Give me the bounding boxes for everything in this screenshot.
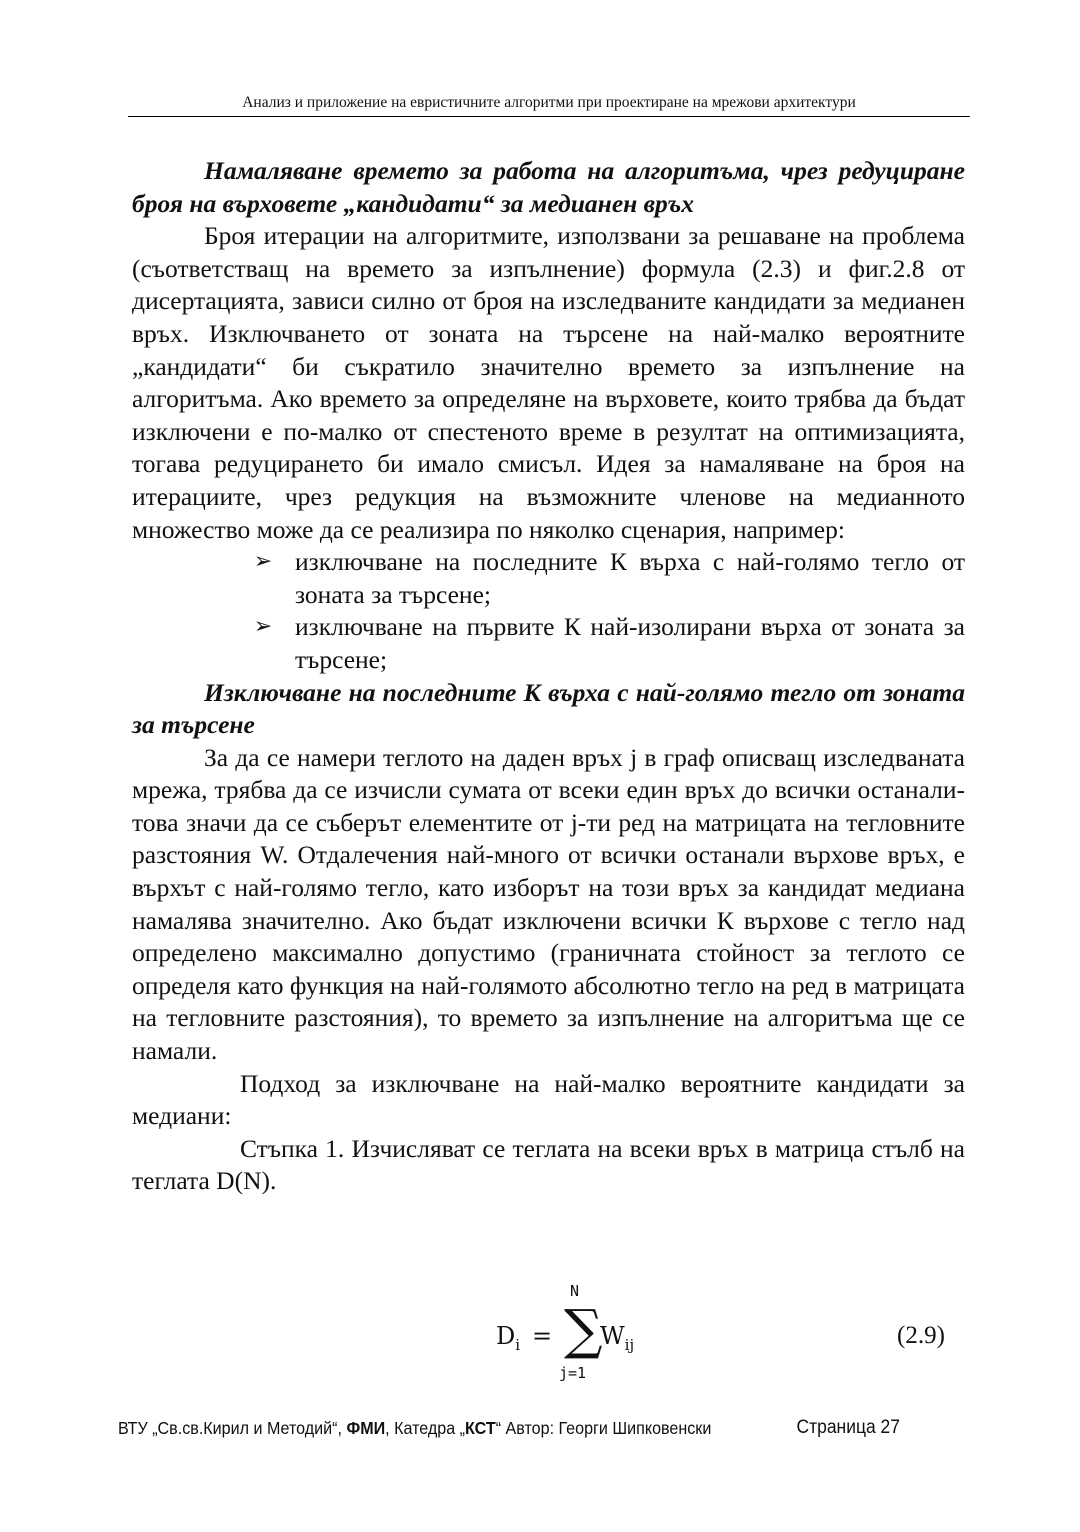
running-header: Анализ и приложение на евристичните алгоритми при проектиране на мрежови архитектури (242, 94, 856, 111)
formula-lhs: $D_i$ (496, 1322, 521, 1354)
formula-lower-limit: j=1 (559, 1364, 587, 1382)
paragraph-4: Стъпка 1. Изчисляват се теглата на всеки връх в матрица стълб на теглата D(N). (132, 1133, 965, 1196)
formula-equals: = (532, 1322, 553, 1350)
formula-2-9 (480, 1284, 960, 1394)
list-item (253, 611, 965, 676)
list-item-text: изключване на последните К върха с най-голямо тегло от зоната за търсене; (295, 547, 965, 609)
paragraph-3: Подход за изключване на най-малко вероятните кандидати за медиани: (132, 1068, 965, 1131)
page-number: Страница 27 (796, 1417, 900, 1438)
page-footer (118, 1416, 900, 1440)
footer-attribution: ВТУ „Св.св.Кирил и Методий“, ФМИ, Катедра „КСТ“ Автор: Георги Шипковенски (118, 1417, 712, 1438)
formula-upper-limit: N (570, 1282, 580, 1300)
list-item (253, 546, 965, 611)
equation-number: (2.9) (897, 1322, 945, 1349)
page-body (132, 155, 965, 1198)
section-heading-2: Изключване на последните К върха с най-голямо тегло от зоната за търсене (132, 677, 965, 740)
formula-rhs: $W_{ij}$ (600, 1322, 635, 1354)
paragraph-1: Броя итерации на алгоритмите, използвани за решаване на проблема (съответстващ на времето за изпълнение) формула (2.3) и фиг.2.8 от дисертацията, зависи силно от броя на изследваните кандидати за медианен връх. Изключването от зоната на търсене на най-малко вероятните „кандидати“ би съкратило значително времето за изпълнение на алгоритъма. Ако времето за определяне на върховете, които трябва да бъдат изключени е по-малко от спестеното време в резултат на оптимизацията, тогава редуцирането би имало смисъл. Идея за намаляване на броя на итерациите, чрез редукция на възможните членове на медианното множество може да се реализира по няколко сценария, например: (132, 221, 965, 544)
arrowhead-bullet-icon: ➢ (253, 549, 273, 575)
paragraph-2: За да се намери теглото на даден връх j в граф описващ изследваната мрежа, трябва да се изчисли сумата от всеки един връх до всички останали-това значи да се съберът елементите от j-ти ред на матрицата на тегловните разстояния W. Отдалечения най-много от всички останали върхове връх, е върхът с най-голямо тегло, като изборът на този връх за кандидат медиана намалява значително. Ако бъдат изключени всички К върхове с тегло над определено максимално допустимо (граничната стойност за теглото се определя като функция на най-голямото абсолютно тегло на ред в матрицата на тегловните разстояния), то времето за изпълнение на алгоритъма ще се намали. (132, 742, 965, 1066)
scenario-list (132, 546, 965, 676)
list-item-text: изключване на първите К най-изолирани върха от зоната за търсене; (295, 612, 965, 674)
header-divider (128, 116, 970, 117)
section-heading-1: Намаляване времето за работа на алгоритъма, чрез редуциране броя на върховете „кандидати“ за медианен връх (132, 156, 965, 218)
arrowhead-bullet-icon: ➢ (253, 614, 273, 640)
summation-sign: ∑ (564, 1298, 603, 1361)
